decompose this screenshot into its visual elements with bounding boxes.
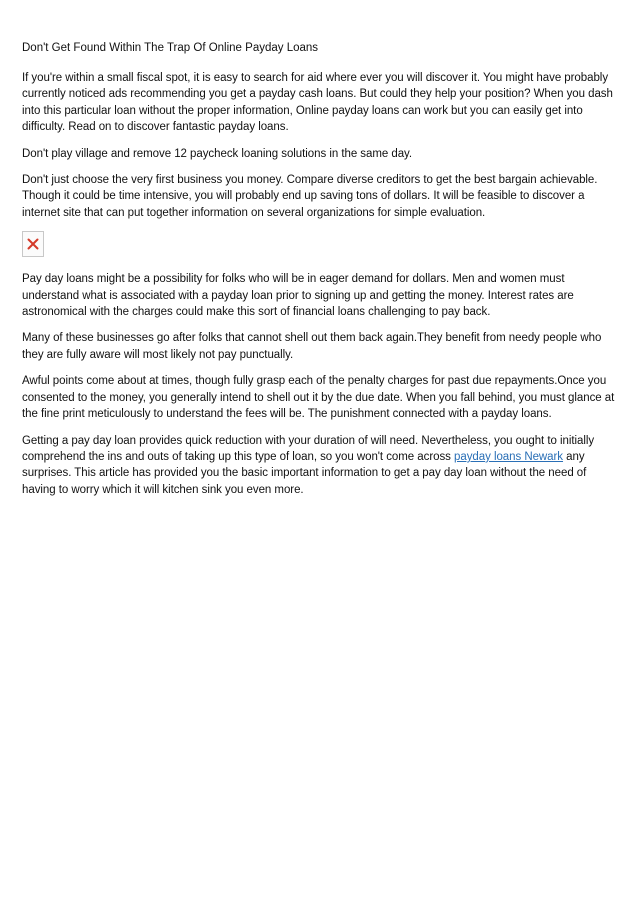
paragraph-possibility: Pay day loans might be a possibility for folks who will be in eager demand for dollars. Men and women must understand what is associated with a payday loan prior to signing up and getting the money. Interest rates are astronomical with the charges could make this sort of financial loans challenging to pay back. bbox=[22, 273, 574, 319]
paragraph-compare: Don't just choose the very first business you money. Compare diverse creditors to get the best bargain achievable. Though it could be time intensive, you will probably end up saving tons of dollars. It will be feasible to discover a internet site that can put together information on several organizations for simple evaluation. bbox=[22, 174, 598, 219]
conclusion-text-after: any surprises. This article has provided you the basic important information to get a pay day loan without the need of having to worry which it will kitchen sink you even more. bbox=[22, 450, 587, 496]
paragraph-conclusion bbox=[22, 433, 616, 499]
paragraph-village: Don't play village and remove 12 paycheck loaning solutions in the same day. bbox=[22, 147, 413, 160]
conclusion-text-before: Getting a pay day loan provides quick reduction with your duration of will need. Nevertheless, you ought to initially comprehend the ins and outs of taking up this type of loan, so you won't come across bbox=[22, 434, 595, 463]
paragraph-penalties: Awful points come about at times, though fully grasp each of the penalty charges for past due repayments.Once you consented to the money, you generally intend to shell out it by the due date. When you fall behind, you must glance at the fine print meticulously to understand the fees will be. The punishment connected with a payday loans. bbox=[22, 375, 615, 421]
paragraph-businesses: Many of these businesses go after folks that cannot shell out them back again.They benefit from needy people who they are fully aware will most likely not pay punctually. bbox=[22, 332, 602, 361]
document-page bbox=[22, 40, 616, 508]
broken-image-icon bbox=[27, 238, 39, 250]
broken-image-placeholder bbox=[22, 231, 44, 257]
document-title: Don't Get Found Within The Trap Of Online Payday Loans bbox=[22, 42, 319, 54]
payday-loans-newark-link[interactable]: payday loans Newark bbox=[454, 450, 564, 463]
paragraph-intro: If you're within a small fiscal spot, it is easy to search for aid where ever you will discover it. You might have probably currently noticed ads recommending you get a payday cash loans. But could they help your position? When you dash into this particular loan without the proper information, Online payday loans can work but you can easily get into difficulty. Read on to discover fantastic payday loans. bbox=[22, 72, 613, 134]
